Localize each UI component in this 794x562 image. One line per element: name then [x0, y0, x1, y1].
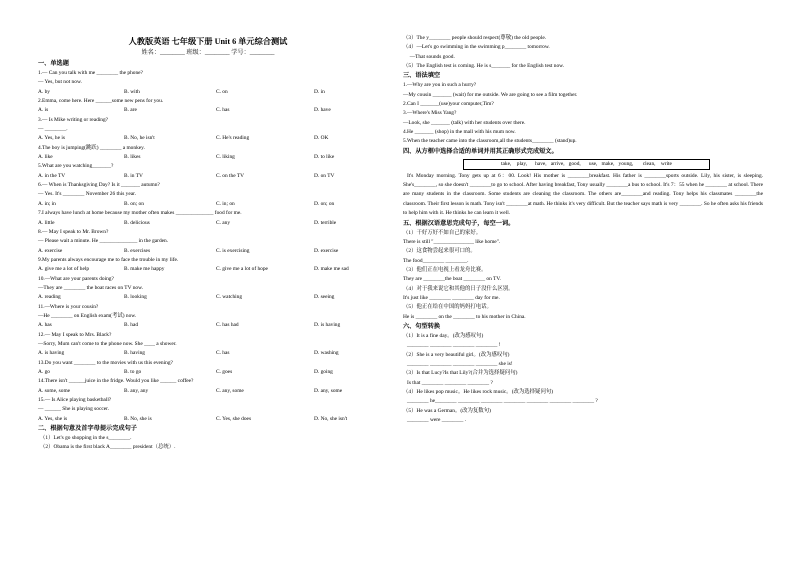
answer-option: A. some, some — [38, 387, 71, 394]
answer-option: D. going — [314, 369, 333, 375]
answer-options — [38, 106, 378, 115]
right-column — [403, 34, 763, 425]
question-stem: 5.What are you watching_______? — [38, 163, 114, 170]
answer-option: A. Yes, she is — [38, 415, 68, 422]
question-line: ________ were ________ . — [403, 417, 467, 424]
answer-option: B. looking — [124, 294, 147, 301]
answer-option: A. is having — [38, 350, 65, 357]
question-line: It's just like ________ ________ day for me. — [403, 294, 500, 301]
answer-option: C. has had — [216, 322, 239, 329]
answer-option: B. make me happy — [124, 266, 165, 273]
answer-option: A. is — [38, 107, 49, 114]
left-column — [38, 34, 378, 453]
question-line: 5.When the teacher came into the classroom,all the students________ (stand)up. — [403, 138, 577, 145]
answer-option: C. liking — [216, 154, 235, 161]
answer-options — [38, 321, 378, 330]
answer-option: D. terrible — [314, 219, 337, 226]
answer-options — [38, 219, 378, 228]
question-line: ________ ________ ________ ________ ! — [403, 342, 501, 349]
answer-option: B. in TV — [124, 172, 143, 179]
answer-option: A. go — [38, 369, 50, 375]
answer-option: D. have — [314, 107, 331, 114]
answer-option: C. Yes, she does — [216, 415, 252, 422]
answer-option: D. to like — [314, 154, 335, 161]
answer-option: C. any, some — [216, 387, 244, 394]
question-stem: 9.My parents always encourage me to face the trouble in my life. — [38, 256, 179, 263]
question-stem: 13.Do you want ________ to the movies with us this evening? — [38, 359, 173, 366]
answer-option: D. exercise — [314, 247, 339, 254]
question-line: He is ________ on the ________ to his mother in China. — [403, 313, 526, 320]
question-stem: 2.Emma, come here. Here ______some new pens for you. — [38, 98, 164, 105]
passage: It's Monday morning. Tony gets up at 6：00. Look! His mother is ________breakfast. His father is ________sports outside. Lily, his sister, is sleeping. She's________, so she doesn't ________to go to school. After having breakfast, Tony usually ________a bus to school. It's 7：55 when he ________ at school. There are many students in the classroom. Some students are cleaning the classroom. The others are________and reading. Tony helps his classmates ________the classroom. Their first lesson is math. Tony isn't ________at math. He thinks it's very difficult. But the teacher says math is very ________. So he often asks his friends to help him with it. He thinks he can learn it well. — [403, 172, 763, 217]
question-line: —My cousin _______ (wait) for me outside. We are going to see a film together. — [403, 91, 578, 98]
question-line: （3）The y________ people should respect(尊敬) the old people. — [403, 35, 547, 41]
question-line: —Look, she _______ (talk) with her students over there. — [403, 119, 526, 126]
answer-option: A. exercise — [38, 247, 63, 254]
answer-option: A. reading — [38, 294, 61, 301]
section-heading: 三、语法填空 — [403, 72, 441, 80]
question-stem: 14.There isn't ______juice in the fridge. Would you like ______ coffee? — [38, 378, 194, 385]
question-line: （5）The English test is coming. He is s_______ for the English test now. — [403, 63, 565, 70]
answer-option: C. He's reading — [216, 135, 250, 142]
answer-option: B. any, any — [124, 387, 149, 394]
question-line: （2）Obama is the first black A________ president（总统）. — [40, 444, 176, 451]
question-line: （3）他们正在电视上看龙舟比赛。 — [403, 266, 487, 273]
question-line: ________ he________ ________ ________ ________ ________ ________ ________ ? — [403, 398, 598, 405]
answer-options — [38, 368, 378, 377]
answer-options — [38, 153, 378, 162]
answer-option: B. with — [124, 88, 140, 95]
question-line: （1）干好万好不如自己的家好。 — [403, 229, 482, 236]
question-line: The food________ ________. — [403, 257, 469, 264]
answer-option: D. make me sad — [314, 266, 349, 273]
answer-option: D. in — [314, 88, 325, 95]
question-stem: — Yes, but not now. — [38, 79, 82, 86]
question-stem: — Please wait a minute. He ______________ in the garden. — [38, 238, 169, 245]
answer-option: D. on TV — [314, 172, 335, 179]
answer-option: C. has — [216, 107, 230, 114]
answer-option: B. on; on — [124, 200, 144, 207]
answer-option: D. is having — [314, 322, 341, 329]
section-heading: 一、单选题 — [38, 60, 69, 67]
question-line: —That sounds good. — [403, 53, 455, 60]
question-stem: 8.— May I speak to Mr. Brown? — [38, 228, 109, 235]
question-line: 3.—Where's Miss Yang? — [403, 110, 457, 117]
answer-option: B. exercises — [124, 247, 151, 254]
answer-option: B. No, he isn't — [124, 135, 155, 142]
question-line: （3）Is that Lucy?Is that Lily?(合并为选择疑问句) — [403, 370, 518, 377]
question-stem: 6.— When is Thanksgiving Day? Is it _______ autumn? — [38, 182, 160, 189]
answer-option: C. any — [216, 219, 231, 226]
section-heading: 二、根据句意及首字母提示完成句子 — [38, 425, 137, 433]
answer-option: B. had — [124, 322, 139, 329]
question-stem: — ______ She is playing soccer. — [38, 406, 109, 413]
question-stem: 1.— Can you talk with me ________ the phone? — [38, 70, 143, 76]
answer-options — [38, 349, 378, 358]
page-title: 人教版英语 七年级下册 Unit 6 单元综合测试 — [128, 37, 288, 46]
question-stem: — Yes. It's ________ November 26 this year. — [38, 191, 136, 198]
section-heading: 五、根据汉语意思完成句子，每空一词。 — [403, 219, 515, 227]
question-line: （4）对于我来说它和其他的日子没什么区别。 — [403, 285, 514, 292]
question-stem: 11.—Where is your cousin? — [38, 303, 99, 310]
answer-options — [38, 265, 378, 274]
answer-option: A. has — [38, 322, 52, 329]
question-stem: —Sorry, Mum can't come to the phone now. She ____ a shower. — [38, 340, 177, 347]
answer-option: A. in; in — [38, 200, 56, 207]
answer-option: B. having — [124, 350, 145, 357]
question-stem: 4.The boy is jumping(跳跃) ________ a monkey. — [38, 144, 145, 151]
question-line: There is still "_______________ like home". — [403, 238, 501, 245]
answer-option: D. washing — [314, 350, 339, 357]
word-box: take, play, have, arrive, good, use, make, young, clean, write — [463, 159, 710, 170]
answer-options — [38, 415, 378, 424]
answer-option: B. No, she is — [124, 415, 152, 422]
student-info-line: 姓名：________ 班级：________ 学号：________ — [141, 49, 275, 56]
answer-option: D. any, some — [314, 387, 343, 394]
answer-option: A. give me a lot of help — [38, 266, 90, 273]
answer-option: C. watching — [216, 294, 243, 301]
answer-option: A. Yes, he is — [38, 135, 65, 142]
answer-option: C. goes — [216, 369, 233, 375]
question-line: 4.He _______ (shop) in the mall with his mum now. — [403, 129, 516, 136]
question-line: （2）She is a very beautiful girl。(改为感叹句) — [403, 351, 510, 358]
answer-options — [38, 247, 378, 256]
answer-option: C. on the TV — [216, 172, 245, 179]
answer-options — [38, 172, 378, 181]
answer-options — [38, 200, 378, 209]
question-line: （2）这食物尝起来很可口的。 — [403, 248, 476, 255]
question-stem: 3.— Is Mike writing or reading? — [38, 116, 109, 123]
answer-option: D. seeing — [314, 294, 335, 301]
answer-option: B. delicious — [124, 219, 150, 226]
question-line: ________ ________ ________ ________ she is! — [403, 360, 513, 367]
question-line: They are ________the boat ________ on TV. — [403, 276, 501, 283]
question-list — [38, 69, 378, 424]
section-heading: 四、从方框中选择合适的单词并用其正确形式完成短文。 — [403, 147, 558, 155]
question-line: 1.—Why are you in such a hurry? — [403, 82, 477, 89]
answer-option: C. in; on — [216, 200, 235, 207]
question-stem: 15.— Is Alice playing basketball? — [38, 397, 112, 404]
question-line: （5）他正在给在中国的妈妈打电话。 — [403, 304, 492, 311]
answer-option: A. by — [38, 88, 50, 95]
question-stem: —They are ________ the boat races on TV now. — [38, 284, 143, 291]
question-line: （1）It is a fine day。(改为感叹句) — [403, 332, 484, 339]
question-stem: — ________. — [38, 126, 68, 133]
question-stem: 7.I always have lunch at home because my mother often makes ______________ food for me. — [38, 210, 242, 217]
question-line: 2.Can I _______(use)your computer,Tim? — [403, 101, 494, 108]
answer-option: B. to go — [124, 369, 142, 375]
answer-option: D. OK — [314, 135, 329, 142]
answer-option: B. are — [124, 107, 137, 114]
answer-options — [38, 88, 378, 97]
question-stem: 12.— May I speak to Mrs. Black? — [38, 331, 112, 338]
answer-option: C. is exercising — [216, 247, 250, 254]
answer-option: A. in the TV — [38, 172, 66, 179]
answer-option: C. give me a lot of hope — [216, 266, 268, 273]
answer-option: D. on; on — [314, 200, 335, 207]
question-line: （5）He was a German。(改为复数句) — [403, 407, 491, 414]
answer-option: C. on — [216, 88, 228, 95]
answer-option: A. little — [38, 219, 55, 226]
answer-options — [38, 134, 378, 143]
question-line: （4）He likes pop music。He likes rock music。(改为选择疑问句) — [403, 389, 554, 395]
answer-options — [38, 293, 378, 302]
section-heading: 六、句型转换 — [403, 322, 441, 330]
answer-option: B. likes — [124, 154, 141, 161]
question-line: （1）Let's go shopping in the s________. — [40, 435, 132, 442]
question-line: Is that ________ ________ ________ ? — [403, 379, 493, 386]
question-line: （4）—Let's go swimming in the swimming p________ tomorrow. — [403, 44, 550, 51]
question-stem: —He ________ on English exam(考试) now. — [38, 312, 137, 319]
answer-options — [38, 387, 378, 396]
answer-option: D. No, she isn't — [314, 415, 348, 422]
answer-option: C. has — [216, 350, 230, 357]
answer-option: A. like — [38, 154, 53, 161]
question-stem: 10.—What are your parents doing? — [38, 275, 114, 282]
